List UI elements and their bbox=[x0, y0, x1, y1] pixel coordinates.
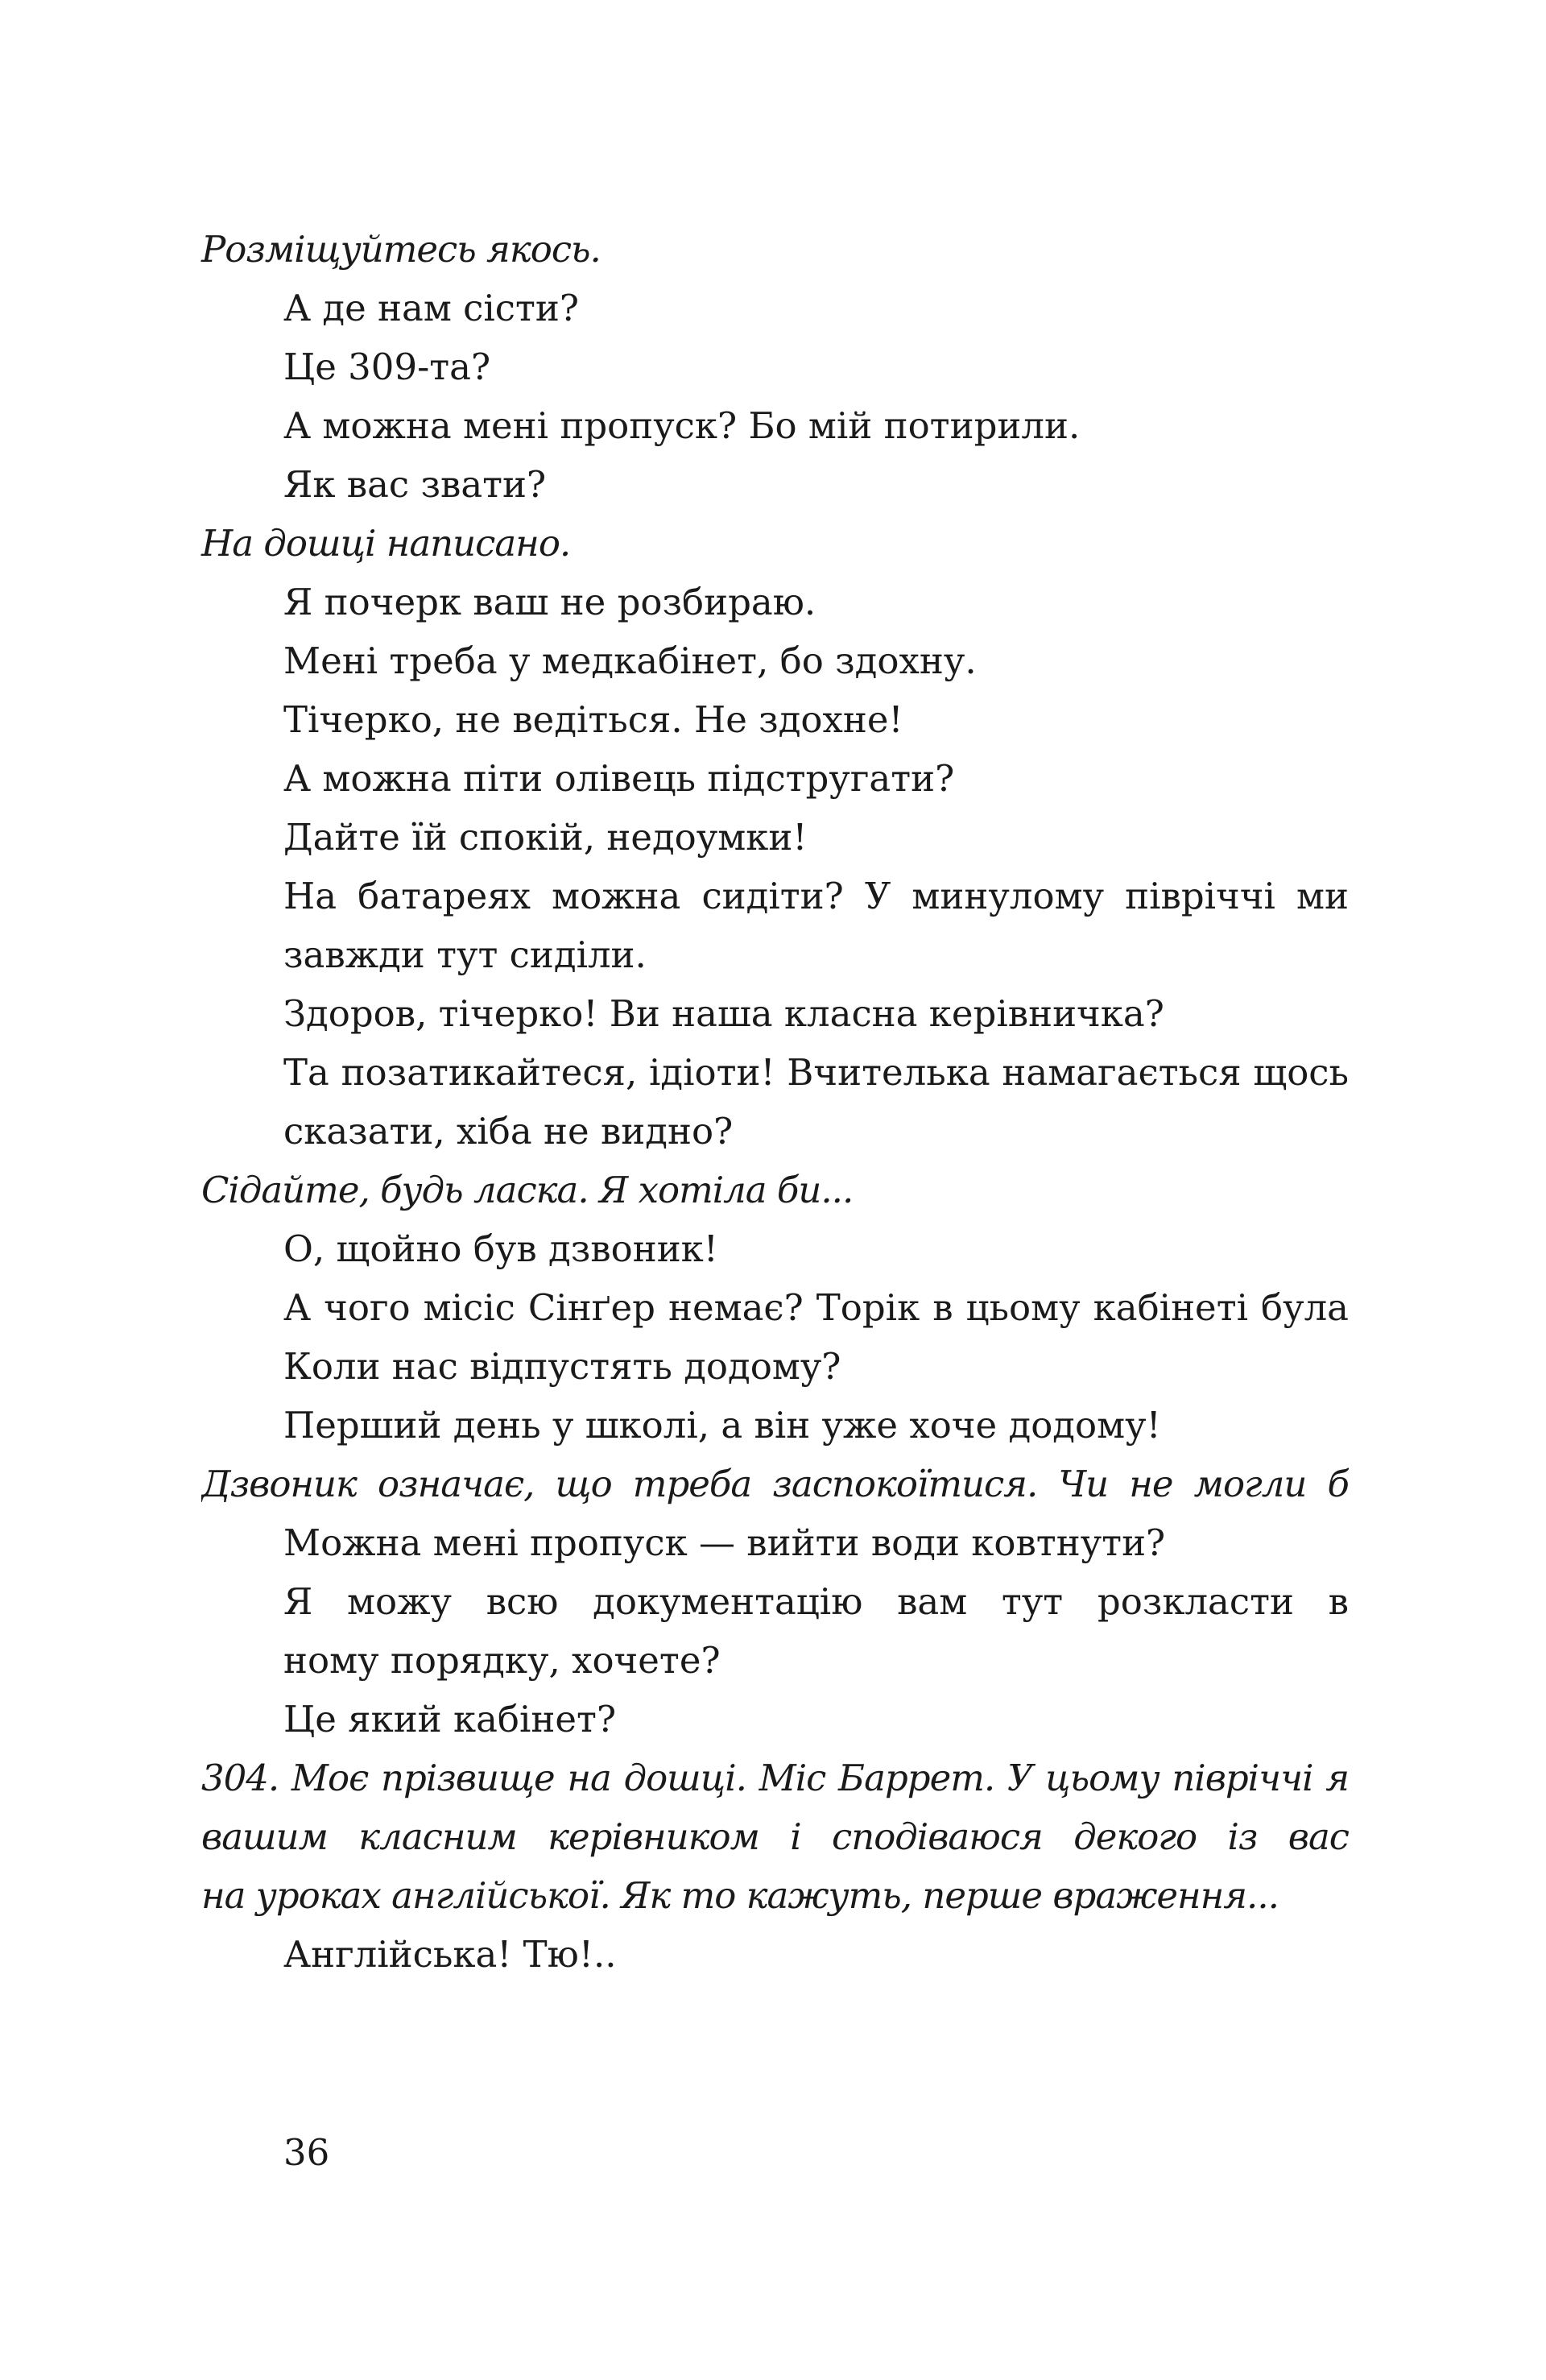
dialogue-line: сказати, хіба не видно? bbox=[283, 1110, 734, 1153]
stage-direction-line: вашим класним керівником і сподіваюся декого із вас bbox=[201, 1815, 1349, 1858]
dialogue-line: Перший день у школі, а він уже хоче додому! bbox=[283, 1404, 1161, 1447]
dialogue-line: А де нам сісти? bbox=[283, 287, 579, 329]
stage-direction-line: Сідайте, будь ласка. Я хотіла би... bbox=[201, 1169, 854, 1211]
dialogue-line: Як вас звати? bbox=[283, 463, 547, 506]
dialogue-line: О, щойно був дзвоник! bbox=[283, 1227, 718, 1270]
dialogue-line: Тічерко, не ведіться. Не здохне! bbox=[283, 698, 903, 741]
dialogue-line: Це 309-та? bbox=[283, 346, 491, 388]
stage-direction-line: 304. Моє прізвище на дошці. Міс Баррет. У цьому півріччі я bbox=[201, 1757, 1349, 1799]
stage-direction-line: Дзвоник означає, що треба заспокоїтися. Чи не могли б bbox=[201, 1463, 1349, 1505]
dialogue-line: Можна мені пропуск — вийти води ковтнути? bbox=[283, 1521, 1166, 1564]
dialogue-line: Дайте їй спокій, недоумки! bbox=[283, 816, 808, 859]
dialogue-line: Мені треба у медкабінет, бо здохну. bbox=[283, 639, 977, 682]
dialogue-line: Це який кабінет? bbox=[283, 1698, 617, 1741]
dialogue-line: А чого місіс Сінґер немає? Торік в цьому кабінеті була bbox=[283, 1286, 1349, 1329]
stage-direction-line: На дошці написано. bbox=[201, 522, 571, 565]
dialogue-line: А можна піти олівець підстругати? bbox=[283, 757, 955, 800]
stage-direction-line: Розміщуйтесь якось. bbox=[201, 228, 601, 271]
page-body-text bbox=[201, 220, 1349, 1984]
dialogue-line: Здоров, тічерко! Ви наша класна керівничка? bbox=[283, 992, 1164, 1035]
dialogue-line: завжди тут сиділи. bbox=[283, 933, 647, 976]
dialogue-line: Та позатикайтеся, ідіоти! Вчителька намагається щось bbox=[283, 1051, 1349, 1094]
page-number: 36 bbox=[283, 2131, 330, 2174]
dialogue-line: Англійська! Тю!.. bbox=[283, 1933, 617, 1976]
dialogue-line: А можна мені пропуск? Бо мій потирили. bbox=[283, 404, 1081, 447]
stage-direction-line: на уроках англійської. Як то кажуть, перше враження... bbox=[201, 1874, 1279, 1917]
dialogue-line: На батареях можна сидіти? У минулому півріччі ми bbox=[283, 875, 1349, 917]
dialogue-line: ному порядку, хочете? bbox=[283, 1639, 721, 1682]
dialogue-line: Я почерк ваш не розбираю. bbox=[283, 581, 816, 623]
dialogue-line: Я можу всю документацію вам тут розкласти в bbox=[283, 1580, 1349, 1623]
dialogue-line: Коли нас відпустять додому? bbox=[283, 1345, 841, 1388]
